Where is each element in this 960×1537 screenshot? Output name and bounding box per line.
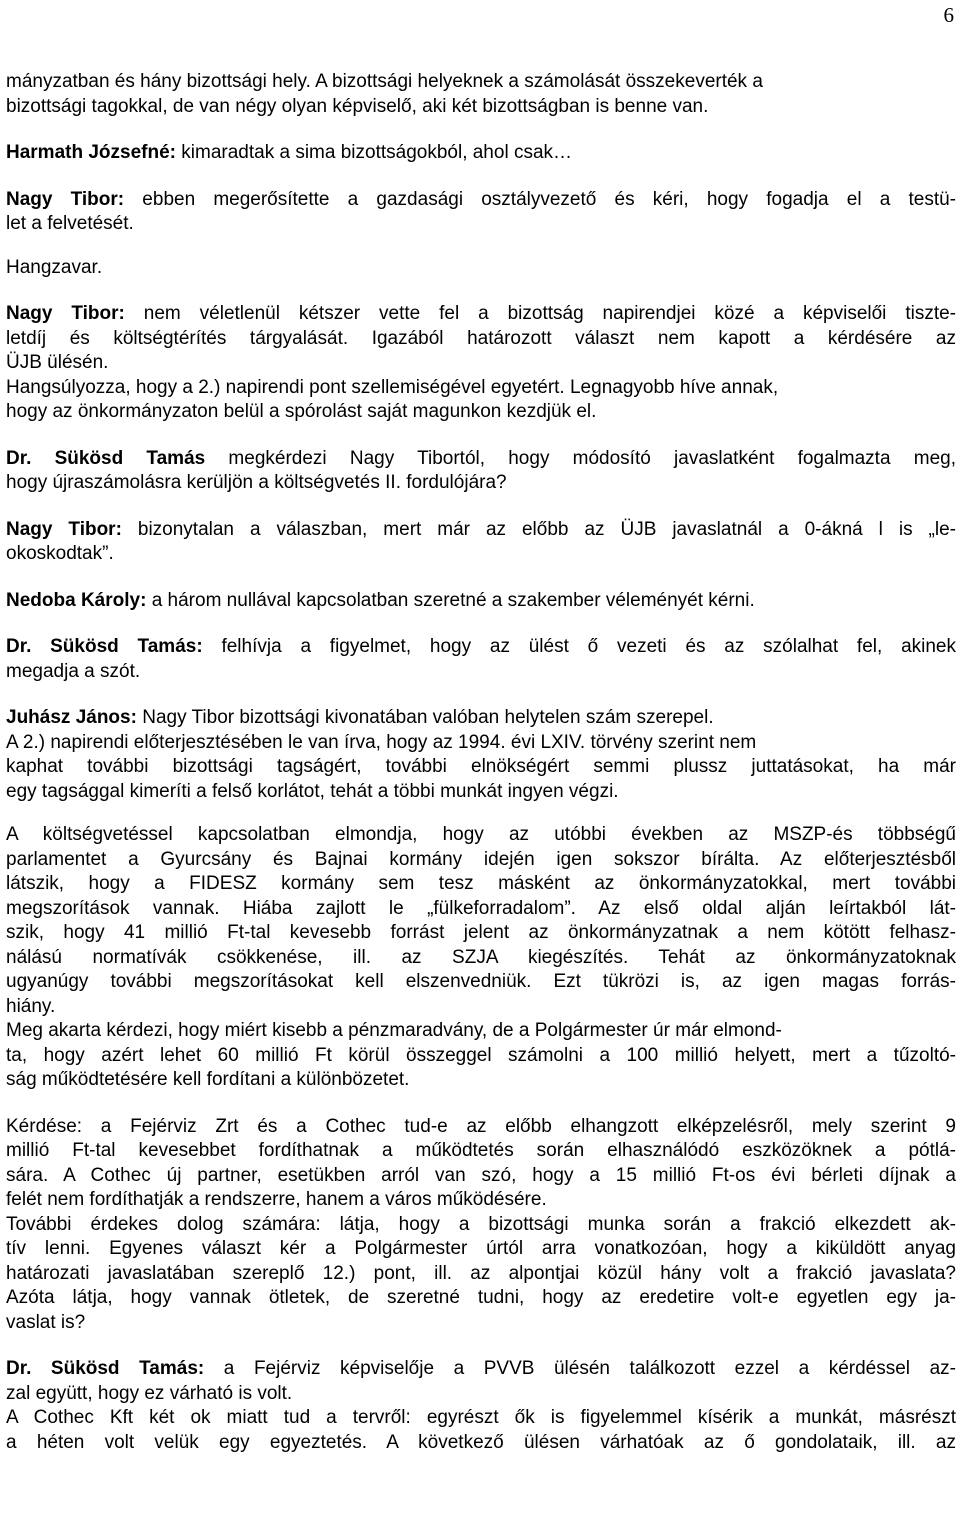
line-text: bizonytalan a válaszban, mert már az előbb az ÜJB javaslatnál a 0-ákná l is „le- [121,518,956,540]
line-text: vaslat is? [6,1311,86,1333]
text-line [6,447,956,472]
line-text: nem véletlenül kétszer vette fel a bizottság napirendjei közé a képviselői tiszte- [124,303,956,324]
line-text: megkérdezi Nagy Tibortól, hogy módosító javaslatként fogalmazta meg, [205,447,956,469]
text-line [6,518,956,543]
paragraph [6,589,956,614]
paragraph-gap [6,1335,956,1357]
line-text: hogy az önkormányzaton belül a spórolást saját magunkon kezdjük el. [6,401,597,422]
paragraph [6,188,956,237]
speaker-name: Nagy Tibor: [6,518,122,540]
line-text: megszorítások vannak. Hiába zajlott le „fülkeforradalom”. Az első oldal alján leírtakból lát- [6,897,956,919]
line-text: Kérdése: a Fejérviz Zrt és a Cothec tud-e az előbb elhangzott elképzelésről, mely szerint 9 [6,1115,956,1137]
text-line [6,1382,956,1407]
text-line [6,188,956,213]
line-text: ság működtetésére kell fordítani a különbözetet. [6,1069,410,1090]
line-text: felhívja a figyelmet, hogy az ülést ő vezeti és az szólalhat fel, akinek [202,636,956,657]
speaker-name: Nagy Tibor: [6,303,125,324]
paragraph [6,141,956,166]
text-line [6,471,956,496]
text-line [6,212,956,237]
paragraph [6,518,956,567]
text-line [6,731,956,756]
line-text: Azóta látja, hogy vannak ötletek, de szeretné tudni, hogy az eredetire volt-e egyetlen egy ja- [6,1287,956,1308]
speaker-name: Nedoba Károly: [6,589,147,611]
line-text: okoskodtak”. [6,543,114,564]
text-line [6,302,956,327]
line-text: További érdekes dolog számára: látja, hogy a bizottsági munka során a frakció elkezdett ak- [6,1213,956,1235]
speaker-name: Nagy Tibor: [6,188,125,210]
page-number: 6 [943,3,954,27]
line-text: ebben megerősítette a gazdasági osztályvezető és kéri, hogy fogadja el a testü- [124,188,956,210]
line-text: ugyanúgy további megszorításokat kell elszenvedniük. Ezt tükrözi is, az igen magas forrás- [6,971,956,992]
text-line [6,660,956,685]
paragraph-gap [6,166,956,188]
text-line [6,706,956,731]
line-text: A költségvetéssel kapcsolatban elmondja, hogy az utóbbi években az MSZP-és többségű [6,824,956,845]
paragraph [6,1357,956,1455]
paragraph [6,256,956,281]
paragraph-gap [6,280,956,302]
line-text: hiány. [6,995,56,1017]
paragraph-gap [6,237,956,256]
line-text: kaphat további bizottsági tagságért, további elnökségért semmi plussz juttatásokat, ha már [6,756,956,777]
line-text: A Cothec Kft két ok miatt tud a tervről: egyrészt ők is figyelemmel kísérik a munkát, másrészt [6,1407,956,1428]
line-text: millió Ft-tal kevesebbet fordíthatnak a működtetés során elhasználódó eszközöknek a pótlá- [6,1140,956,1161]
text-line [6,376,956,401]
text-line [6,1286,956,1311]
paragraph-gap [6,1093,956,1115]
paragraph [6,635,956,684]
line-text: bizottsági tagokkal, de van négy olyan képviselő, aki két bizottságban is benne van. [6,95,709,117]
paragraph-gap [6,496,956,518]
line-text: határozati javaslatában szereplő 12.) pont, ill. az alpontjai közül hány volt a frakció javaslata? [6,1262,956,1284]
paragraph [6,447,956,496]
text-line [6,542,956,567]
line-text: ÜJB ülésén. [6,352,109,373]
text-line [6,995,956,1020]
speaker-name: Dr. Sükösd Tamás: [6,636,203,657]
line-text: Hangsúlyozza, hogy a 2.) napirendi pont szellemiségével egyetért. Legnagyobb híve annak, [6,376,779,398]
line-text: szik, hogy 41 millió Ft-tal kevesebb forrást jelent az önkormányzatnak a nem kötött felhasz- [6,922,956,943]
paragraph-gap [6,567,956,589]
paragraph [6,302,956,425]
text-line [6,141,956,166]
paragraph-gap [6,119,956,141]
text-line [6,327,956,352]
text-line [6,921,956,946]
text-line [6,1139,956,1164]
line-text: a héten volt velük egy egyeztetés. A következő ülésen várhatóak az ő gondolataik, ill. az [6,1431,956,1453]
paragraph [6,70,956,119]
line-text: tív lenni. Egyenes választ kér a Polgármester úrtól arra vonatkozóan, hogy a kiküldött anyag [6,1238,956,1259]
line-text: sára. A Cothec új partner, esetükben arról van szó, hogy a 15 millió Ft-os évi bérleti díjnak a [6,1164,956,1186]
line-text: egy tagsággal kimeríti a felső korlátot, tehát a többi munkát ingyen végzi. [6,780,619,802]
line-text: megadja a szót. [6,660,141,682]
text-line [6,1115,956,1140]
text-line [6,872,956,897]
line-text: kimaradtak a sima bizottságokból, ahol csak… [176,142,573,163]
line-text: nálású normatívák csökkenése, ill. az SZJA kiegészítés. Tehát az önkormányzatoknak [6,946,956,968]
text-line [6,1311,956,1336]
text-line [6,400,956,425]
line-text: mányzatban és hány bizottsági hely. A bizottsági helyeknek a számolását összekeverték a [6,71,763,92]
text-line [6,780,956,805]
line-text: zal együtt, hogy ez várható is volt. [6,1382,293,1404]
text-line [6,1068,956,1093]
line-text: hogy újraszámolásra kerüljön a költségvetés II. fordulójára? [6,472,507,493]
line-text: ta, hogy azért lehet 60 millió Ft körül összeggel számolni a 100 millió helyett, mert a tűzoltó- [6,1044,956,1066]
line-text: Hangzavar. [6,256,103,278]
document-body [6,70,956,1455]
text-line [6,351,956,376]
text-line [6,635,956,660]
speaker-name: Dr. Sükösd Tamás: [6,1358,205,1379]
text-line [6,589,956,614]
text-line [6,897,956,922]
line-text: felét nem fordíthatják a rendszerre, hanem a város működésére. [6,1189,547,1210]
text-line [6,1019,956,1044]
paragraph [6,823,956,1093]
text-line [6,256,956,281]
speaker-name: Juhász János: [6,707,137,728]
line-text: a Fejérviz képviselője a PVVB ülésén találkozott ezzel a kérdéssel az- [204,1358,956,1379]
line-text: Nagy Tibor bizottsági kivonatában valóban helytelen szám szerepel. [136,707,714,728]
speaker-name: Harmath Józsefné: [6,142,176,163]
paragraph-gap [6,613,956,635]
line-text: letdíj és költségtérítés tárgyalását. Igazából határozott választ nem kapott a kérdésére az [6,327,956,349]
line-text: let a felvetését. [6,213,134,234]
paragraph-gap [6,425,956,447]
line-text: A 2.) napirendi előterjesztésében le van írva, hogy az 1994. évi LXIV. törvény szerint nem [6,731,757,753]
speaker-name: Dr. Sükösd Tamás [6,447,206,469]
text-line [6,848,956,873]
text-line [6,1237,956,1262]
line-text: a három nullával kapcsolatban szeretné a szakember véleményét kérni. [146,589,755,611]
paragraph-gap [6,684,956,706]
text-line [6,95,956,120]
text-line [6,1213,956,1238]
line-text: parlamentet a Gyurcsány és Bajnai kormány idején igen sokszor bírálta. Az előterjesztésből [6,848,956,870]
line-text: látszik, hogy a FIDESZ kormány sem tesz másként az önkormányzatokkal, mert további [6,873,956,894]
paragraph [6,1115,956,1336]
text-line [6,970,956,995]
text-line [6,946,956,971]
text-line [6,755,956,780]
text-line [6,1044,956,1069]
text-line [6,1357,956,1382]
text-line [6,1431,956,1456]
line-text: Meg akarta kérdezi, hogy miért kisebb a pénzmaradvány, de a Polgármester úr már elmond- [6,1020,782,1041]
paragraph [6,706,956,804]
text-line [6,70,956,95]
text-line [6,1188,956,1213]
text-line [6,823,956,848]
paragraph-gap [6,804,956,823]
text-line [6,1406,956,1431]
text-line [6,1164,956,1189]
text-line [6,1262,956,1287]
